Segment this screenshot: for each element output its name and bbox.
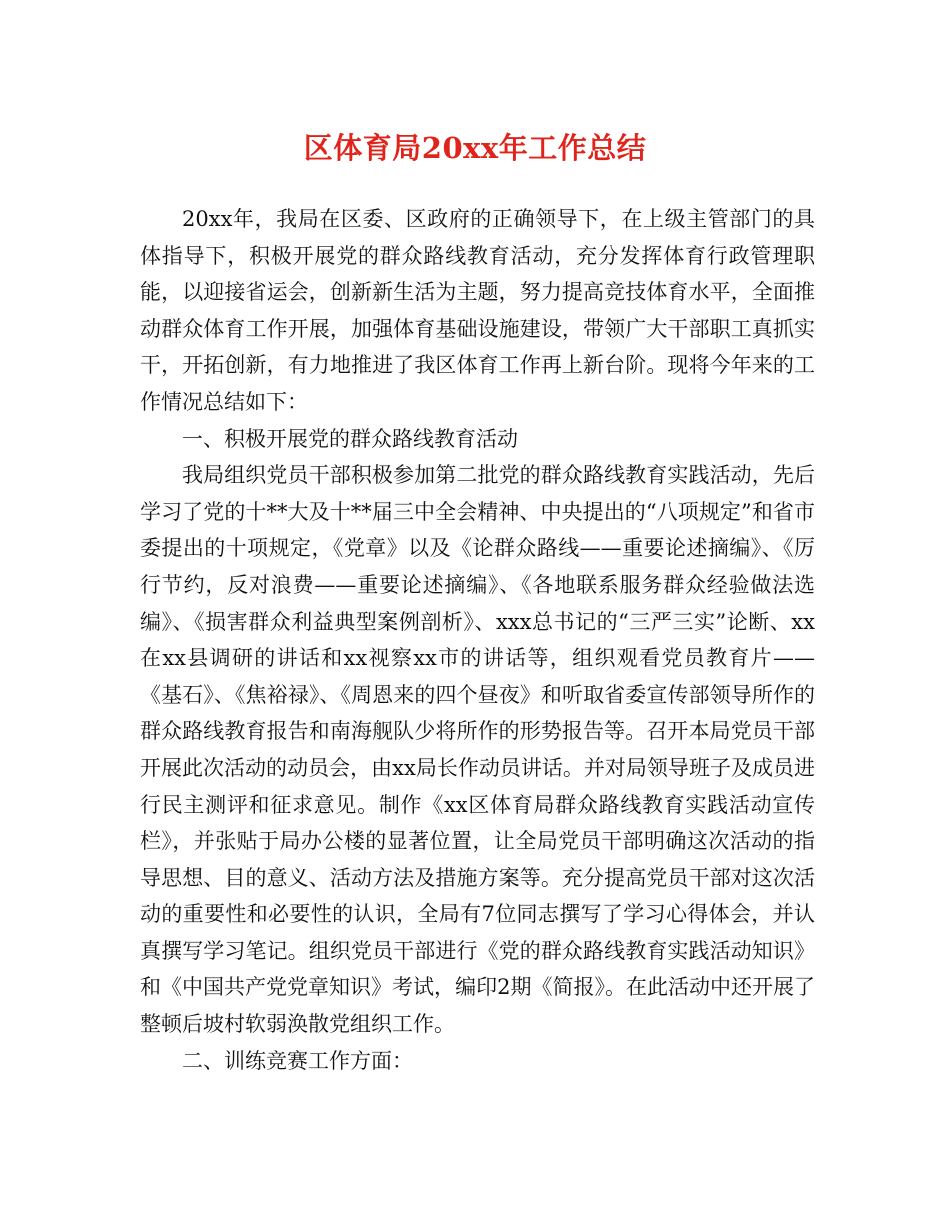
section-heading-2: 二、训练竞赛工作方面： [182, 1048, 413, 1073]
document-title: 区体育局20xx年工作总结 [303, 131, 647, 165]
document-body [140, 201, 815, 1079]
paragraph-intro: 20xx年，我局在区委、区政府的正确领导下，在上级主管部门的具体指导下，积极开展党的群众路线教育活动，充分发挥体育行政管理职能，以迎接省运会，创新新生活为主题，努力提高竞技体育水平，全面推动群众体育工作开展，加强体育基础设施建设，带领广大干部职工真抓实干，开拓创新，有力地推进了我区体育工作再上新台阶。现将今年来的工作情况总结如下： [140, 207, 815, 414]
section-heading-1: 一、积极开展党的群众路线教育活动 [182, 426, 518, 451]
paragraph-section-1: 我局组织党员干部积极参加第二批党的群众路线教育实践活动，先后学习了党的十**大及十**届三中全会精神、中央提出的“八项规定”和省市委提出的十项规定，《党章》以及《论群众路线——重要论述摘编》、《厉行节约，反对浪费——重要论述摘编》、《各地联系服务群众经验做法选编》、《损害群众利益典型案例剖析》、xxx总书记的“三严三实”论断、xx在xx县调研的讲话和xx视察xx市的讲话等，组织观看党员教育片——《基石》、《焦裕禄》、《周恩来的四个昼夜》和听取省委宣传部领导所作的群众路线教育报告和南海舰队少将所作的形势报告等。召开本局党员干部开展此次活动的动员会，由xx局长作动员讲话。并对局领导班子及成员进行民主测评和征求意见。制作《xx区体育局群众路线教育实践活动宣传栏》，并张贴于局办公楼的显著位置，让全局党员干部明确这次活动的指导思想、目的意义、活动方法及措施方案等。充分提高党员干部对这次活动的重要性和必要性的认识，全局有7位同志撰写了学习心得体会，并认真撰写学习笔记。组织党员干部进行《党的群众路线教育实践活动知识》和《中国共产党党章知识》考试，编印2期《简报》。在此活动中还开展了整顿后坡村软弱涣散党组织工作。 [140, 463, 815, 1037]
